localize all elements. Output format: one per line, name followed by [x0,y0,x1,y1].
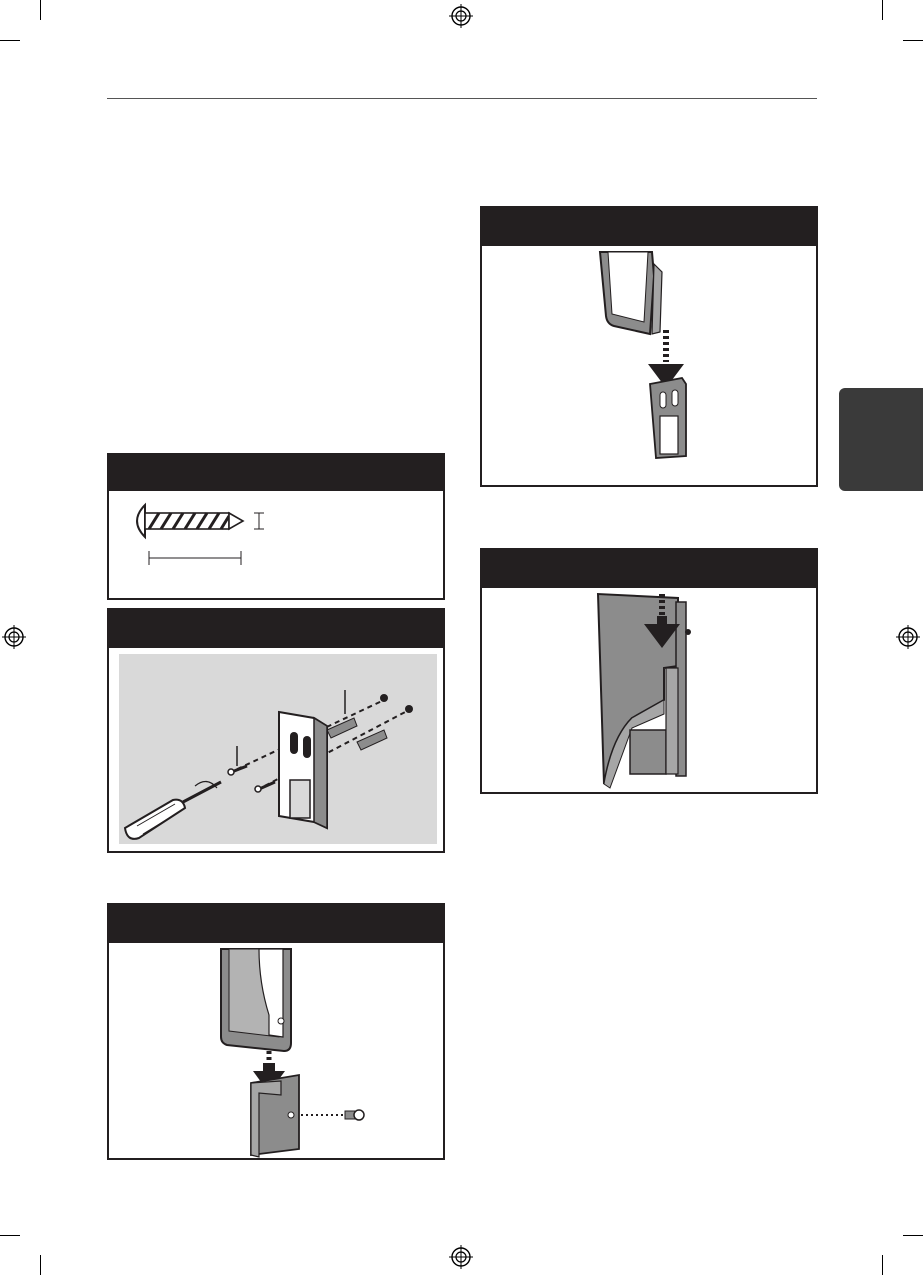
crop-mark [903,40,923,41]
bracket-mounting-illustration [109,648,443,851]
crop-mark [0,1235,20,1236]
figure-title-bar [109,905,443,943]
crop-mark [882,0,883,20]
screw-illustration [109,491,443,598]
crop-mark [40,0,41,20]
figure-title-bar [482,550,816,588]
crop-mark [882,1255,883,1275]
figure-bracket-mounting [107,608,445,853]
figure-title-bar [482,208,816,246]
speaker-bracket-illustration [109,943,443,1158]
registration-mark-left [2,625,26,649]
header-rule [107,98,817,99]
registration-mark-bottom [449,1245,473,1269]
registration-mark-top [449,4,473,28]
registration-mark-right [896,625,920,649]
figure-slide-down-step [480,206,818,487]
figure-title-bar [109,610,443,648]
figure-screw-spec [107,453,445,600]
hang-on-wall-illustration [482,588,816,792]
crop-mark [0,40,20,41]
figure-title-bar [109,455,443,491]
figure-hang-on-wall [480,548,818,794]
slide-down-illustration [482,246,816,485]
chapter-side-tab [839,388,923,491]
crop-mark [903,1235,923,1236]
crop-mark [40,1255,41,1275]
figure-speaker-bracket-attach [107,903,445,1160]
